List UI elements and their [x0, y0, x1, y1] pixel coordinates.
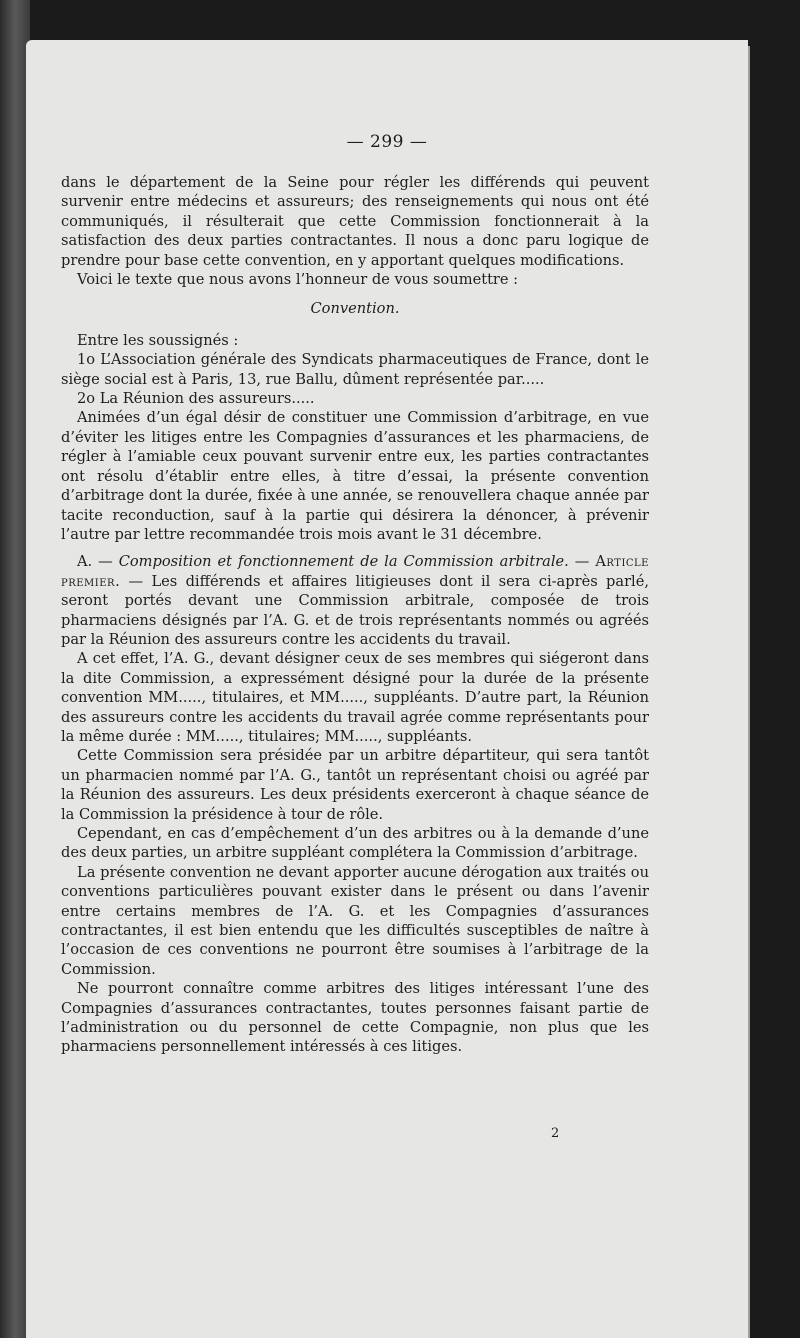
paragraph: Cette Commission sera présidée par un arbitre départiteur, qui sera tantôt un pharmacien nommé par l’A. G., tantôt un représentant choisi ou agréé par la Réunion des assureurs. Les deux présidents exerceront à chaque séance de la Commission la présidence à tour de rôle. [61, 747, 649, 823]
paragraph: A cet effet, l’A. G., devant désigner ceux de ses membres qui siégeront dans la dite Commission, a expressément désigné pour la durée de la présente convention MM....., titulaires, et MM....., suppléants. D’autre part, la Réunion des assureurs contre les accidents du travail agrée comme représentants pour la même durée : MM....., titulaires; MM....., suppléants. [61, 650, 649, 745]
paragraph: Entre les soussignés : [77, 331, 239, 349]
article-title: Composition et fonctionnement de la Commission arbitrale. [118, 553, 569, 571]
paragraph: Animées d’un égal désir de constituer une Commission d’arbitrage, en vue d’éviter les litiges entre les Compagnies d’assurances et les pharmaciens, de régler à l’amiable ceux pouvant survenir entre eux, les parties contractantes ont résolu d’établir entre elles, à titre d’essai, la présente convention d’arbitrage dont la durée, fixée à une année, se renouvellera chaque année par tacite reconduction, sauf à la partie qui désirera la dénoncer, à prévenir l’autre par lettre recommandée trois mois avant le 31 décembre. [61, 409, 649, 543]
paragraph: Cependant, en cas d’empêchement d’un des arbitres ou à la demande d’une des deux parties, un arbitre suppléant complétera la Commission d’arbitrage. [61, 825, 649, 862]
section-heading: Convention. [310, 300, 400, 318]
paragraph: 2o La Réunion des assureurs..... [77, 390, 315, 408]
paragraph: Ne pourront connaître comme arbitres des litiges intéressant l’une des Compagnies d’assurances contractantes, toutes personnes faisant partie de l’administration ou du personnel de cette Compagnie, non plus que les pharmaciens personnellement intéressés à ces litiges. [61, 980, 649, 1056]
paragraph: 1o L’Association générale des Syndicats pharmaceutiques de France, dont le siège social est à Paris, 13, rue Ballu, dûment représentée par..... [61, 351, 649, 388]
book-page [26, 40, 748, 1338]
body-text [61, 173, 649, 1057]
paragraph: Voici le texte que nous avons l’honneur de vous soumettre : [77, 271, 519, 289]
paragraph: La présente convention ne devant apporter aucune dérogation aux traités ou conventions particulières pouvant exister dans le présent ou dans l’avenir entre certains membres de l’A. G. et les Compagnies d’assurances contractantes, il est bien entendu que les difficultés susceptibles de naître à l’occasion de ces conventions ne pourront être soumises à l’arbitrage de la Commission. [61, 863, 649, 978]
article-dash: — [568, 553, 596, 571]
paragraph: dans le département de la Seine pour régler les différends qui peuvent survenir entre médecins et assureurs; des renseignements qui nous ont été communiqués, il résulterait que cette Commission fonctionnerait à la satisfaction des deux parties contractantes. Il nous a donc paru logique de prendre pour base cette convention, en y apportant quelques modifications. [61, 174, 649, 269]
page-number: — 299 — [346, 132, 428, 152]
article-text: — Les différends et affaires litigieuses dont il sera ci-après parlé, seront portés devant une Commission arbitrale, composée de trois pharmaciens désignés par l’A. G. et de trois représentants nommés ou agréés par la Réunion des assureurs contre les accidents du travail. [61, 572, 649, 648]
article-paragraph [61, 552, 649, 649]
article-prefix: A. — [77, 553, 119, 571]
signature-mark: 2 [551, 1126, 560, 1141]
article-number: Article premier. [61, 553, 649, 590]
